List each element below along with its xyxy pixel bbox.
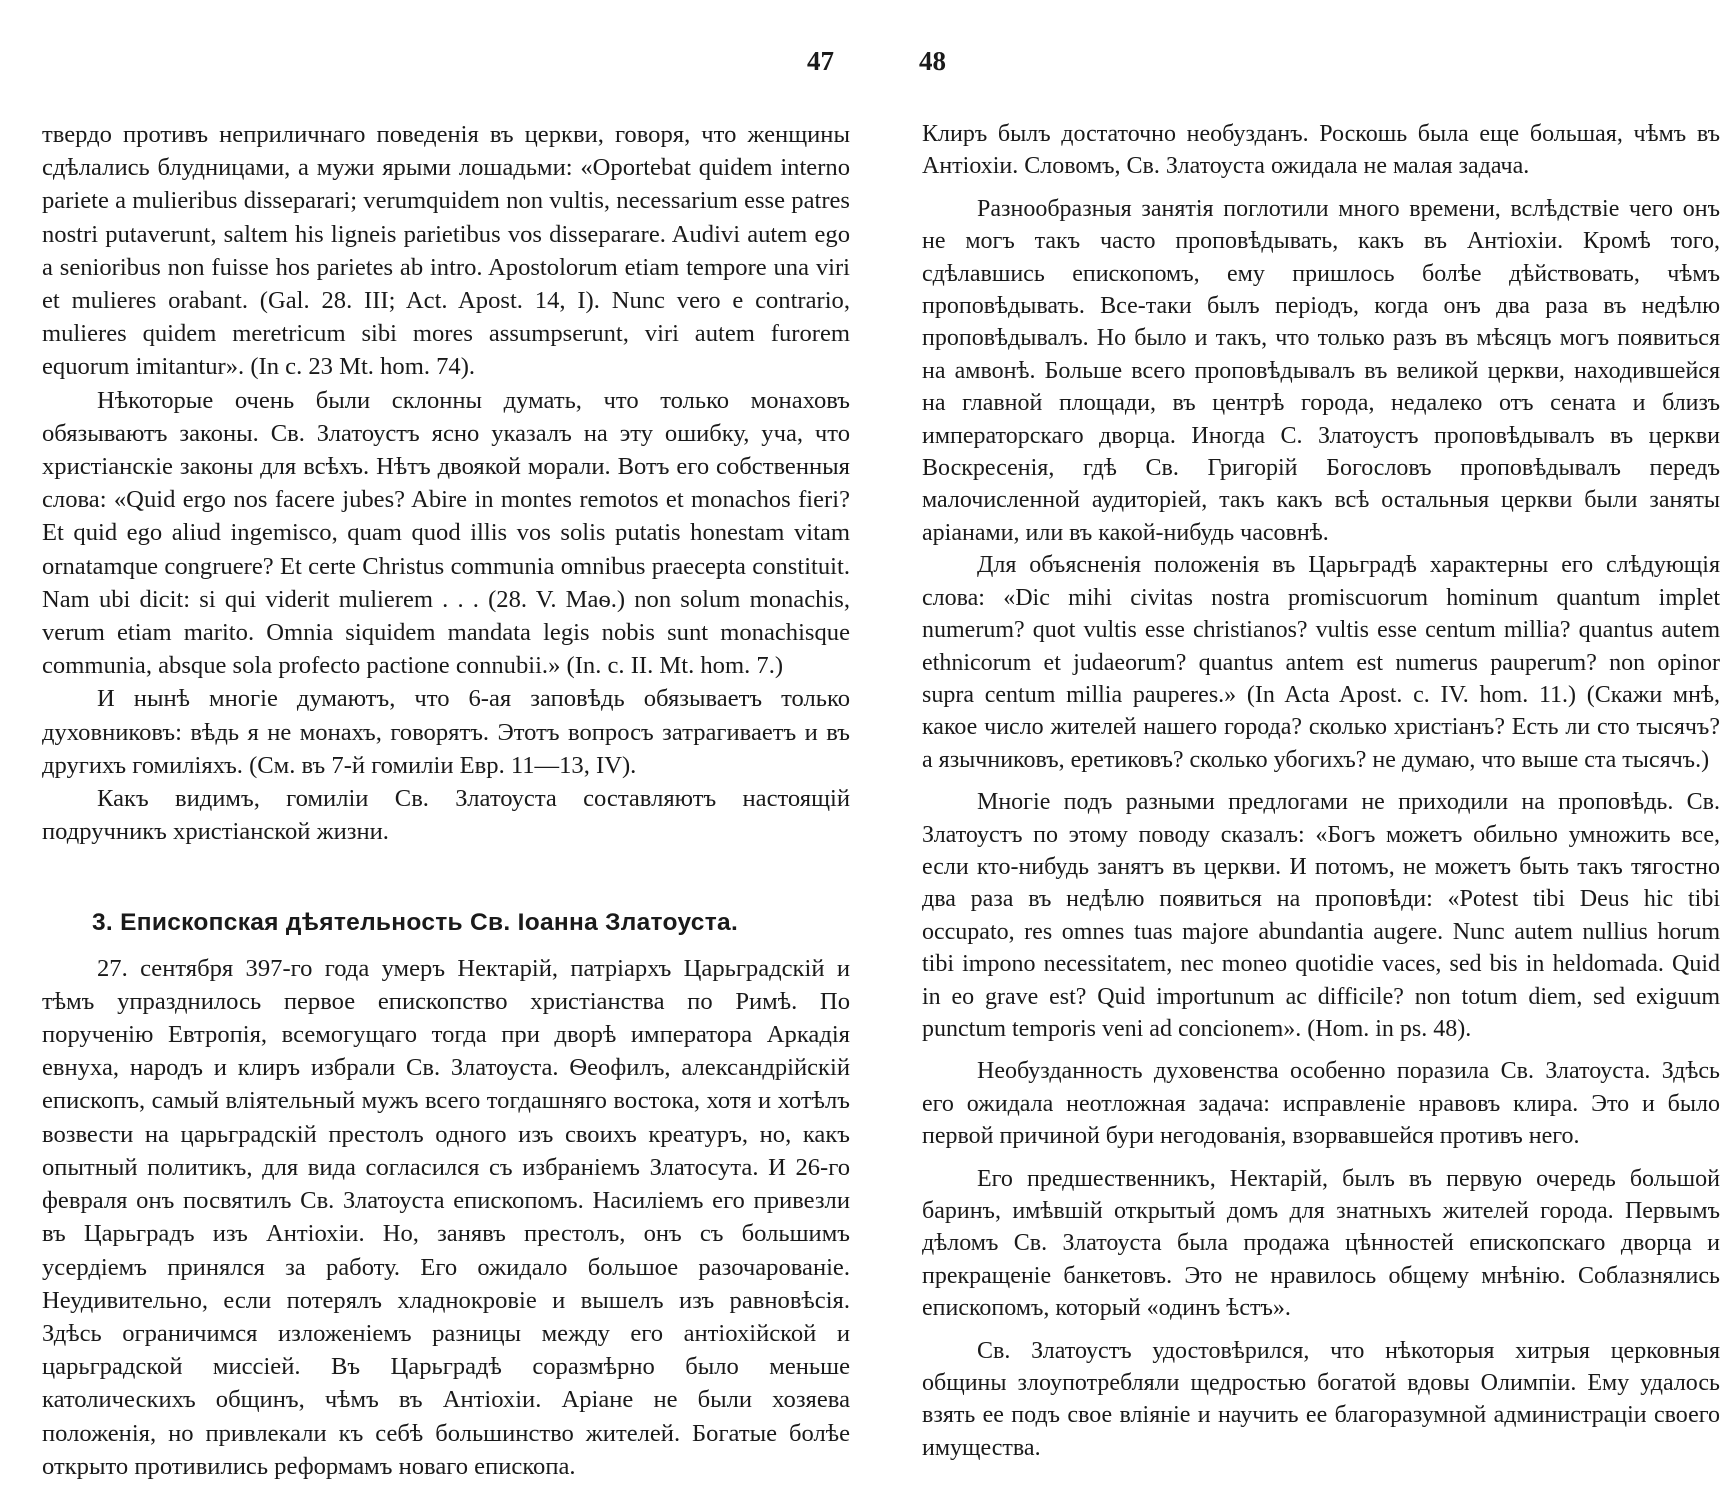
left-paragraph-4: Какъ видимъ, гомиліи Св. Златоуста составляютъ настоящій подручникъ христіанской жизни. xyxy=(42,785,850,846)
right-paragraph-7: Св. Златоустъ удостовѣрился, что нѣкоторыя хитрыя церковныя общины злоупотребляли щедростью богатой вдовы Олимпіи. Ему удалось взять ее подъ свое вліяніе и научить ее благоразумной администраціи своего имущества. xyxy=(922,1337,1720,1461)
right-paragraph-5: Необузданность духовенства особенно поразила Св. Златоуста. Здѣсь его ожидала неотложная задача: исправленіе нравовъ клира. Это и было первой причиной бури негодованія, взорвавшейся противъ него. xyxy=(922,1058,1720,1150)
right-paragraph-1: Клиръ былъ достаточно необузданъ. Роскошь была еще большая, чѣмъ въ Антіохіи. Словомъ, Св. Златоуста ожидала не малая задача. xyxy=(922,121,1720,180)
page-number-left: 47 xyxy=(807,46,834,76)
left-page-column xyxy=(42,118,850,1483)
left-paragraph-1: твердо противъ неприличнаго поведенія въ церкви, говоря, что женщины сдѣлались блудницами, а мужи ярыми лошадьми: «Oportebat quidem interno pariete a mulieribus disseparari; verumquidem non vultis, necessarium esse patres nostri putaverunt, saltem his ligneis parietibus vos disseparare. Audivi autem ego a senioribus non fuisse hos parietes ab intro. Apostolorum etiam tempore una viri et mulieres orabant. (Gal. 28. III; Act. Apost. 14, I). Nunc vero e contrario, mulieres quidem meretricum sibi mores assumpserunt, viri autem furorem equorum imitantur». (In c. 23 Mt. hom. 74). xyxy=(42,121,850,381)
right-paragraph-2: Разнообразныя занятія поглотили много времени, вслѣдствіе чего онъ не могъ такъ часто проповѣдывать, какъ въ Антіохіи. Кромѣ того, сдѣлавшись епископомъ, ему пришлось болѣе дѣйствовать, чѣмъ проповѣдывать. Все-таки былъ періодъ, когда онъ два раза въ недѣлю проповѣдывалъ. Но было и такъ, что только разъ въ мѣсяцъ могъ появиться на амвонѣ. Больше всего проповѣдывалъ въ великой церкви, находившейся на главной площади, въ центрѣ города, недалеко отъ сената и близъ императорскаго дворца. Иногда С. Златоустъ проповѣдывалъ въ церкви Воскресенія, гдѣ Св. Григорій Богословъ проповѣдывалъ передъ малочисленной аудиторіей, такъ какъ всѣ остальныя церкви были заняты аріанами, или въ какой-нибудь часовнѣ. xyxy=(922,195,1720,546)
right-paragraph-6: Его предшественникъ, Нектарій, былъ въ первую очередь большой баринъ, имѣвшій открытый домъ для знатныхъ жителей города. Первымъ дѣломъ Св. Златоуста была продажа цѣнностей епископскаго дворца и прекращеніе банкетовъ. Это не нравилось общему мнѣнію. Соблазнялись епископомъ, который «одинъ ѣстъ». xyxy=(922,1165,1720,1322)
right-paragraph-3: Для объясненія положенія въ Царьградѣ характерны его слѣдующія слова: «Dic mihi civitas nostra promiscuorum hominum quantum implet numerum? quot vultis esse christianos? vultis esse centum millia? quantus autem ethnicorum et judaeorum? quantus antem est numerus pauperum? non opinor supra centum millia pauperes.» (In Acta Apost. c. IV. hom. 11.) (Скажи мнѣ, какое число жителей нашего города? сколько христіанъ? Есть ли сто тысячъ? а язычниковъ, еретиковъ? сколько убогихъ? не думаю, что выше ста тысячъ.) xyxy=(922,552,1720,773)
left-paragraph-5: 27. сентября 397-го года умеръ Нектарій, патріархъ Царьградскій и тѣмъ упразднилось первое епископство христіанства по Римѣ. По порученію Евтропія, всемогущаго тогда при дворѣ императора Аркадія евнуха, народъ и клиръ избрали Св. Златоуста. Ѳеофилъ, александрійскій епископъ, самый вліятельный мужъ всего тогдашняго востока, хотя и хотѣлъ возвести на царьградскій престолъ одного изъ своихъ креатуръ, но, какъ опытный политикъ, для вида согласился съ избраніемъ Златосута. И 26-го февраля онъ посвятилъ Св. Златоуста епископомъ. Насиліемъ его привезли въ Царьградъ изъ Антіохіи. Но, занявъ престолъ, онъ съ большимъ усердіемъ принялся за работу. Его ожидало большое разочарованіе. Неудивительно, если потерялъ хладнокровіе и вышелъ изъ равновѣсія. Здѣсь ограничимся изложеніемъ разницы между его антіохійской и царьградской миссіей. Въ Царьградѣ соразмѣрно было меньше католическихъ общинъ, чѣмъ въ Антіохіи. Аріане не были хозяева положенія, но привлекали къ себѣ большинство жителей. Богатые болѣе открыто противились реформамъ новаго епископа. xyxy=(42,954,850,1480)
left-paragraph-3: И нынѣ многіе думаютъ, что 6-ая заповѣдь обязываетъ только духовниковъ: вѣдь я не монахъ, говорятъ. Этотъ вопросъ затрагиваетъ и въ другихъ гомиліяхъ. (См. въ 7-й гомиліи Евр. 11—13, IV). xyxy=(42,685,850,779)
section-heading: 3. Епископская дѣятельность Св. Іоанна Златоуста. xyxy=(92,909,739,937)
page-number-right: 48 xyxy=(919,46,946,76)
right-page-column xyxy=(922,118,1720,1464)
right-paragraph-4: Многіе подъ разными предлогами не приходили на проповѣдь. Св. Златоустъ по этому поводу сказалъ: «Богъ можетъ обильно умножить все, если кто-нибудь занятъ въ церкви. И потомъ, не можетъ быть такъ тягостно два раза въ недѣлю появиться на проповѣди: «Potest tibi Deus hic tibi occupato, res omnes tuas majore abundantia augere. Nunc autem nullius horum tibi impono necessitatem, nec moneo quotidie vaces, sed bis in heldomada. Quid in eo grave est? Quid importunum ac difficile? non totum diem, sed exiguum punctum temporis veni ad concionem». (Hom. in ps. 48). xyxy=(922,789,1720,1042)
left-paragraph-2: Нѣкоторые очень были склонны думать, что только монаховъ обязываютъ законы. Св. Златоустъ ясно указалъ на эту ошибку, уча, что христіанскіе законы для всѣхъ. Нѣтъ двоякой морали. Вотъ его собственныя слова: «Quid ergo nos facere jubes? Abire in montes remotos et monachos fieri? Et quid ego aliud ingemisco, quam quod illis vos solis putatis honestam vitam ornatamque congruere? Et certe Christus communia omnibus praecepta constituit. Nam ubi dicit: si qui viderit mulierem . . . (28. V. Маѳ.) non solum monachis, verum etiam marito. Omnia siquidem mandata legis nobis sunt monachisque communia, absque sola profecto pactione connubii.» (In. c. II. Mt. hom. 7.) xyxy=(42,386,850,680)
